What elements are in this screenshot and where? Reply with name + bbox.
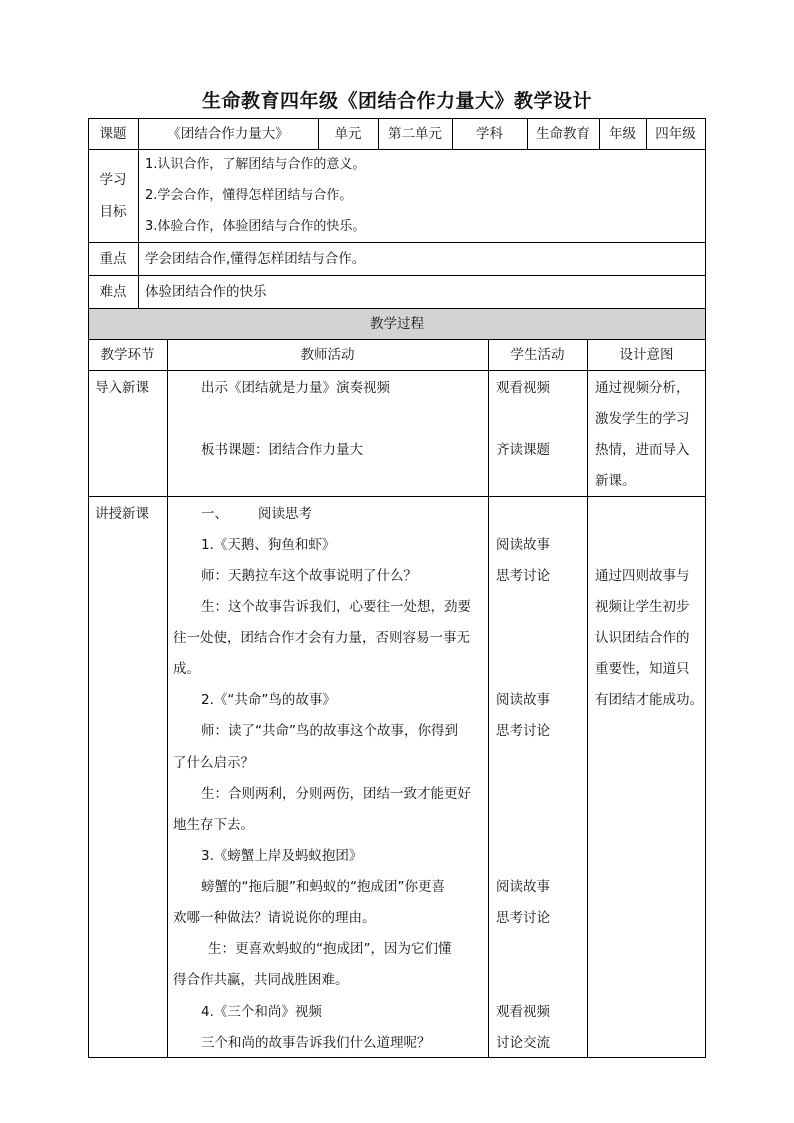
intro-intent-line: 热情，进而导入 [595,442,690,458]
teacher-line: 4.《三个和尚》视频 [201,1004,322,1020]
col-header-stage: 教学环节 [100,347,155,363]
teacher-line: 三个和尚的故事告诉我们什么道理呢？ [201,1035,431,1051]
ke-ti-label: 课题 [99,126,127,142]
process-title: 教学过程 [370,316,424,332]
student-activity: 讨论交流 [496,1035,550,1051]
goal-item: 2.学会合作，懂得怎样团结与合作。 [145,188,353,203]
teacher-line: 了什么启示？ [173,755,254,771]
teacher-line: 往一处使，团结合作才会有力量，否则容易一事无 [173,630,470,646]
teacher-line: 地生存下去。 [173,817,254,833]
student-activity: 阅读故事 [496,692,550,708]
teacher-line: 欢哪一种做法？请说说你的理由。 [173,910,376,926]
intro-intent-line: 激发学生的学习 [595,411,690,427]
teacher-line: 3.《螃蟹上岸及蚂蚁抱团》 [201,848,363,864]
student-activity: 阅读故事 [496,537,550,553]
key-point-label: 重点 [99,251,127,267]
intro-student-line: 齐读课题 [496,442,550,458]
teacher-line: 师：天鹅拉车这个故事说明了什么？ [201,568,417,584]
teacher-line: 生：合则两利，分则两伤，团结一致才能更好 [201,786,471,802]
grade-value: 四年级 [655,126,696,142]
difficulty-value: 体验团结合作的快乐 [145,284,267,300]
teacher-line: 生：这个故事告诉我们，心要往一处想，劲要 [201,599,471,615]
student-activity: 阅读故事 [496,879,550,895]
grade-label: 年级 [609,126,636,142]
student-activity: 思考讨论 [496,568,550,584]
intro-student-line: 观看视频 [496,380,550,396]
difficulty-label: 难点 [99,284,127,300]
intent-line: 重要性，知道只 [595,661,690,677]
student-activity: 思考讨论 [496,910,550,926]
key-point-value: 学会团结合作,懂得怎样团结与合作。 [145,251,366,267]
teacher-line: 2.《“共命”鸟的故事》 [201,692,336,708]
teacher-line: 1.《天鹅、狗鱼和虾》 [201,537,336,553]
teacher-line: 得合作共赢，共同战胜困难。 [173,972,349,988]
intent-line: 视频让学生初步 [595,599,690,615]
teacher-line: 生：更喜欢蚂蚁的“抱成团”，因为它们懂 [208,941,452,957]
ke-ti-value: 《团结合作力量大》 [167,126,289,142]
document-title: 生命教育四年级《团结合作力量大》教学设计 [201,90,592,112]
intro-intent-line: 新课。 [595,473,636,489]
teacher-line: 成。 [173,661,200,677]
new-lesson-stage: 讲授新课 [95,506,149,522]
student-activity: 思考讨论 [496,723,550,739]
col-header-intent: 设计意图 [619,347,674,363]
goal-item: 1.认识合作，了解团结与合作的意义。 [145,157,366,172]
student-activity: 观看视频 [496,1004,550,1020]
section-title: 阅读思考 [258,506,312,522]
col-header-student: 学生活动 [510,347,565,363]
intent-line: 通过四则故事与 [595,568,690,584]
intent-line: 认识团结合作的 [595,630,690,646]
teacher-line: 螃蟹的“拖后腿”和蚂蚁的“抱成团”你更喜 [201,879,445,895]
intro-teacher-line: 板书课题：团结合作力量大 [201,442,363,458]
unit-value: 第二单元 [388,126,442,142]
intent-line: 有团结才能成功。 [595,692,703,708]
goals-label-line1: 学习 [99,172,127,188]
intro-intent-line: 通过视频分析， [595,380,690,396]
subject-value: 生命教育 [536,126,590,142]
intro-teacher-line: 出示《团结就是力量》演奏视频 [201,380,390,396]
subject-label: 学科 [476,126,503,142]
intro-stage: 导入新课 [95,380,149,396]
col-header-teacher: 教师活动 [300,347,355,363]
goals-label-line2: 目标 [99,204,127,220]
section-number: 一、 [201,506,228,522]
teacher-line: 师：读了“共命”鸟的故事这个故事，你得到 [201,723,458,739]
unit-label: 单元 [334,126,362,142]
goal-item: 3.体验合作，体验团结与合作的快乐。 [145,219,366,234]
